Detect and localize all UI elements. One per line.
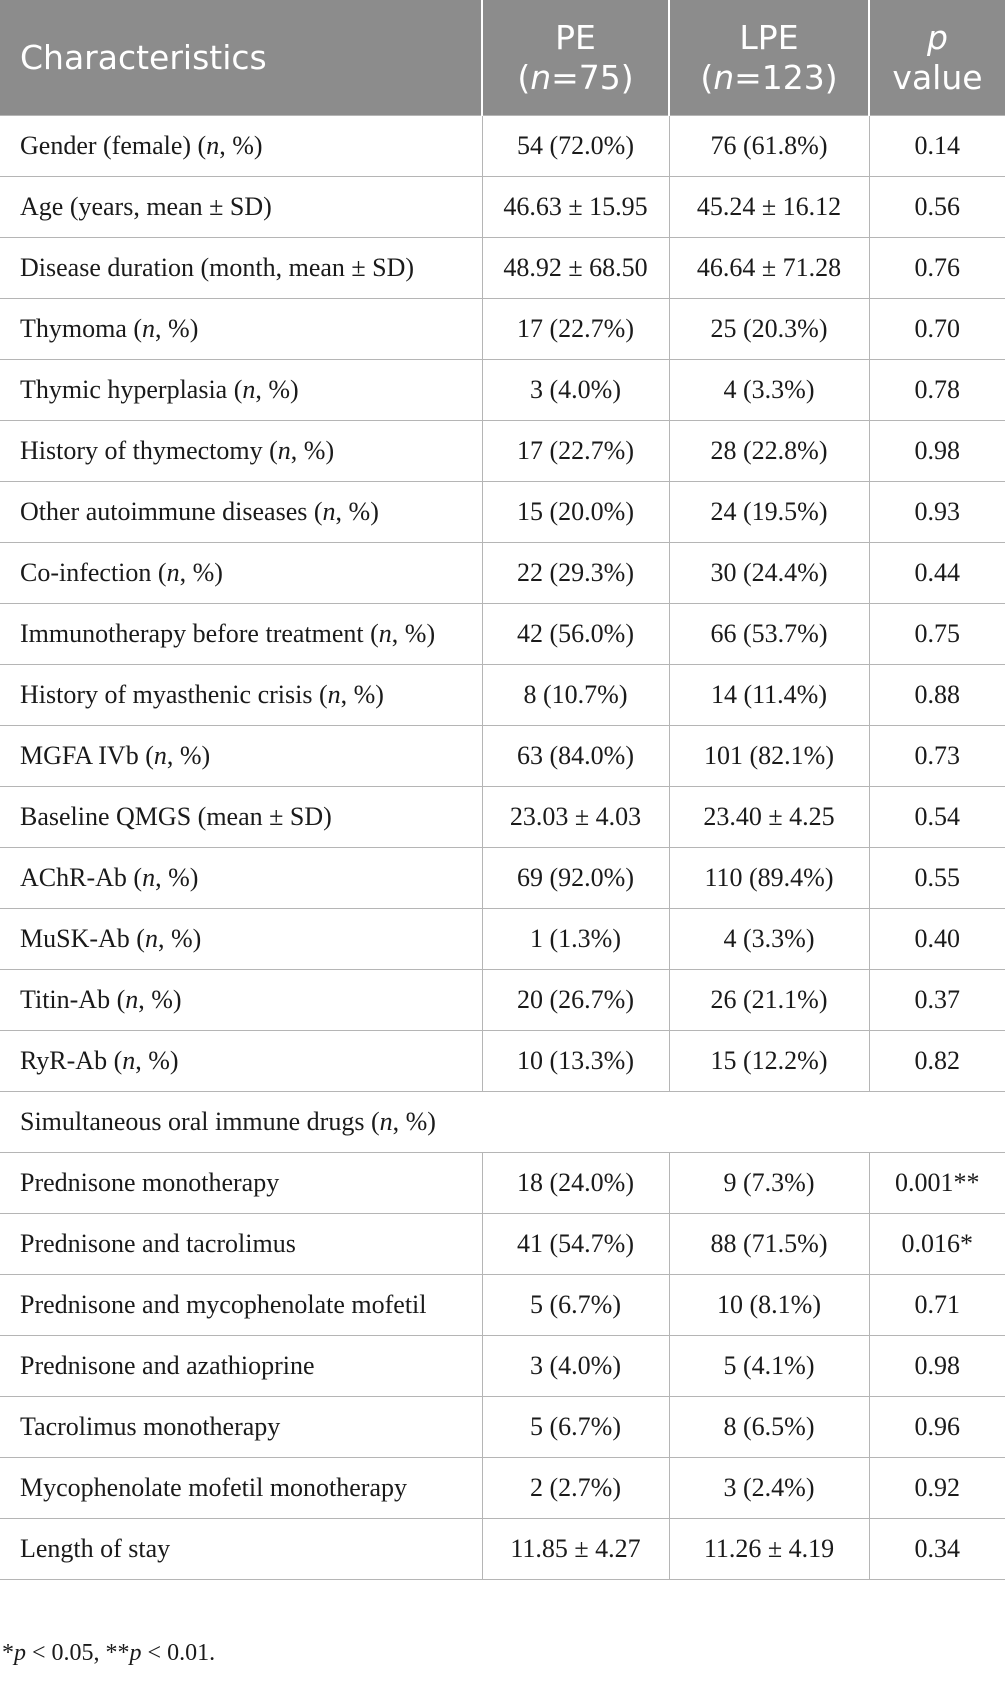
row-label: Other autoimmune diseases (n, %) [0,482,482,543]
p-value: 0.78 [869,360,1005,421]
pe-value: 3 (4.0%) [482,360,669,421]
row-label: Prednisone and azathioprine [0,1336,482,1397]
lpe-value: 3 (2.4%) [669,1458,869,1519]
section-row [0,1092,1005,1153]
section-label: Simultaneous oral immune drugs (n, %) [0,1092,1005,1153]
p-value: 0.82 [869,1031,1005,1092]
pe-value: 63 (84.0%) [482,726,669,787]
row-label: Prednisone and tacrolimus [0,1214,482,1275]
header-characteristics-label: Characteristics [20,37,267,77]
pe-value: 10 (13.3%) [482,1031,669,1092]
row-label: Prednisone monotherapy [0,1153,482,1214]
header-lpe [669,0,869,116]
table-row [0,482,1005,543]
header-pe-line1: PE [555,17,596,57]
p-value: 0.34 [869,1519,1005,1580]
row-label: Immunotherapy before treatment (n, %) [0,604,482,665]
table-row [0,1275,1005,1336]
p-value: 0.98 [869,1336,1005,1397]
table-row [0,1153,1005,1214]
p-value: 0.93 [869,482,1005,543]
table-row [0,1458,1005,1519]
table-row [0,726,1005,787]
table-row [0,1214,1005,1275]
table-row [0,1031,1005,1092]
row-label: Thymoma (n, %) [0,299,482,360]
lpe-value: 11.26 ± 4.19 [669,1519,869,1580]
p-value: 0.001** [869,1153,1005,1214]
lpe-value: 15 (12.2%) [669,1031,869,1092]
table-row [0,604,1005,665]
header-lpe-line2: (n=123) [700,57,838,97]
table-row [0,177,1005,238]
table-row [0,848,1005,909]
pe-value: 69 (92.0%) [482,848,669,909]
row-label: History of myasthenic crisis (n, %) [0,665,482,726]
table-row [0,543,1005,604]
row-label: MuSK-Ab (n, %) [0,909,482,970]
pe-value: 8 (10.7%) [482,665,669,726]
table-row [0,1336,1005,1397]
table-row [0,1519,1005,1580]
lpe-value: 46.64 ± 71.28 [669,238,869,299]
p-value: 0.54 [869,787,1005,848]
table-row [0,787,1005,848]
pe-value: 23.03 ± 4.03 [482,787,669,848]
lpe-value: 76 (61.8%) [669,116,869,177]
row-label: History of thymectomy (n, %) [0,421,482,482]
p-value: 0.88 [869,665,1005,726]
p-value: 0.71 [869,1275,1005,1336]
row-label: Titin-Ab (n, %) [0,970,482,1031]
p-value: 0.56 [869,177,1005,238]
p-value: 0.98 [869,421,1005,482]
p-value: 0.37 [869,970,1005,1031]
lpe-value: 28 (22.8%) [669,421,869,482]
table-row [0,970,1005,1031]
row-label: Prednisone and mycophenolate mofetil [0,1275,482,1336]
pe-value: 22 (29.3%) [482,543,669,604]
lpe-value: 88 (71.5%) [669,1214,869,1275]
p-value: 0.96 [869,1397,1005,1458]
row-label: RyR-Ab (n, %) [0,1031,482,1092]
lpe-value: 14 (11.4%) [669,665,869,726]
pe-value: 5 (6.7%) [482,1397,669,1458]
lpe-value: 66 (53.7%) [669,604,869,665]
table-row [0,421,1005,482]
table-footnote: *p < 0.05, **p < 0.01. [2,1640,216,1666]
p-value: 0.44 [869,543,1005,604]
header-p-line1: p [927,17,948,57]
row-label: Age (years, mean ± SD) [0,177,482,238]
header-pe [482,0,669,116]
lpe-value: 4 (3.3%) [669,360,869,421]
pe-value: 54 (72.0%) [482,116,669,177]
header-lpe-line1: LPE [739,17,799,57]
lpe-value: 25 (20.3%) [669,299,869,360]
row-label: Co-infection (n, %) [0,543,482,604]
p-value: 0.76 [869,238,1005,299]
table-row [0,299,1005,360]
lpe-value: 10 (8.1%) [669,1275,869,1336]
p-value: 0.75 [869,604,1005,665]
table-row [0,238,1005,299]
table-row [0,1397,1005,1458]
lpe-value: 4 (3.3%) [669,909,869,970]
header-characteristics [0,0,482,116]
lpe-value: 24 (19.5%) [669,482,869,543]
p-value: 0.14 [869,116,1005,177]
lpe-value: 23.40 ± 4.25 [669,787,869,848]
header-p-line2: value [892,57,983,97]
lpe-value: 110 (89.4%) [669,848,869,909]
pe-value: 3 (4.0%) [482,1336,669,1397]
pe-value: 42 (56.0%) [482,604,669,665]
pe-value: 17 (22.7%) [482,421,669,482]
lpe-value: 101 (82.1%) [669,726,869,787]
pe-value: 41 (54.7%) [482,1214,669,1275]
table-header [0,0,1005,116]
pe-value: 48.92 ± 68.50 [482,238,669,299]
lpe-value: 5 (4.1%) [669,1336,869,1397]
pe-value: 46.63 ± 15.95 [482,177,669,238]
row-label: Mycophenolate mofetil monotherapy [0,1458,482,1519]
row-label: Length of stay [0,1519,482,1580]
lpe-value: 45.24 ± 16.12 [669,177,869,238]
row-label: Tacrolimus monotherapy [0,1397,482,1458]
lpe-value: 9 (7.3%) [669,1153,869,1214]
table-row [0,360,1005,421]
row-label: Gender (female) (n, %) [0,116,482,177]
lpe-value: 30 (24.4%) [669,543,869,604]
p-value: 0.016* [869,1214,1005,1275]
pe-value: 11.85 ± 4.27 [482,1519,669,1580]
header-row [0,0,1005,116]
row-label: Disease duration (month, mean ± SD) [0,238,482,299]
pe-value: 17 (22.7%) [482,299,669,360]
table-row [0,909,1005,970]
row-label: AChR-Ab (n, %) [0,848,482,909]
header-p-value [869,0,1005,116]
p-value: 0.92 [869,1458,1005,1519]
row-label: Baseline QMGS (mean ± SD) [0,787,482,848]
header-pe-line2: (n=75) [517,57,634,97]
pe-value: 15 (20.0%) [482,482,669,543]
lpe-value: 26 (21.1%) [669,970,869,1031]
p-value: 0.55 [869,848,1005,909]
table-row [0,665,1005,726]
p-value: 0.40 [869,909,1005,970]
row-label: MGFA IVb (n, %) [0,726,482,787]
pe-value: 18 (24.0%) [482,1153,669,1214]
p-value: 0.70 [869,299,1005,360]
pe-value: 1 (1.3%) [482,909,669,970]
table-body [0,116,1005,1580]
p-value: 0.73 [869,726,1005,787]
pe-value: 2 (2.7%) [482,1458,669,1519]
pe-value: 5 (6.7%) [482,1275,669,1336]
lpe-value: 8 (6.5%) [669,1397,869,1458]
pe-value: 20 (26.7%) [482,970,669,1031]
row-label: Thymic hyperplasia (n, %) [0,360,482,421]
table-row [0,116,1005,177]
